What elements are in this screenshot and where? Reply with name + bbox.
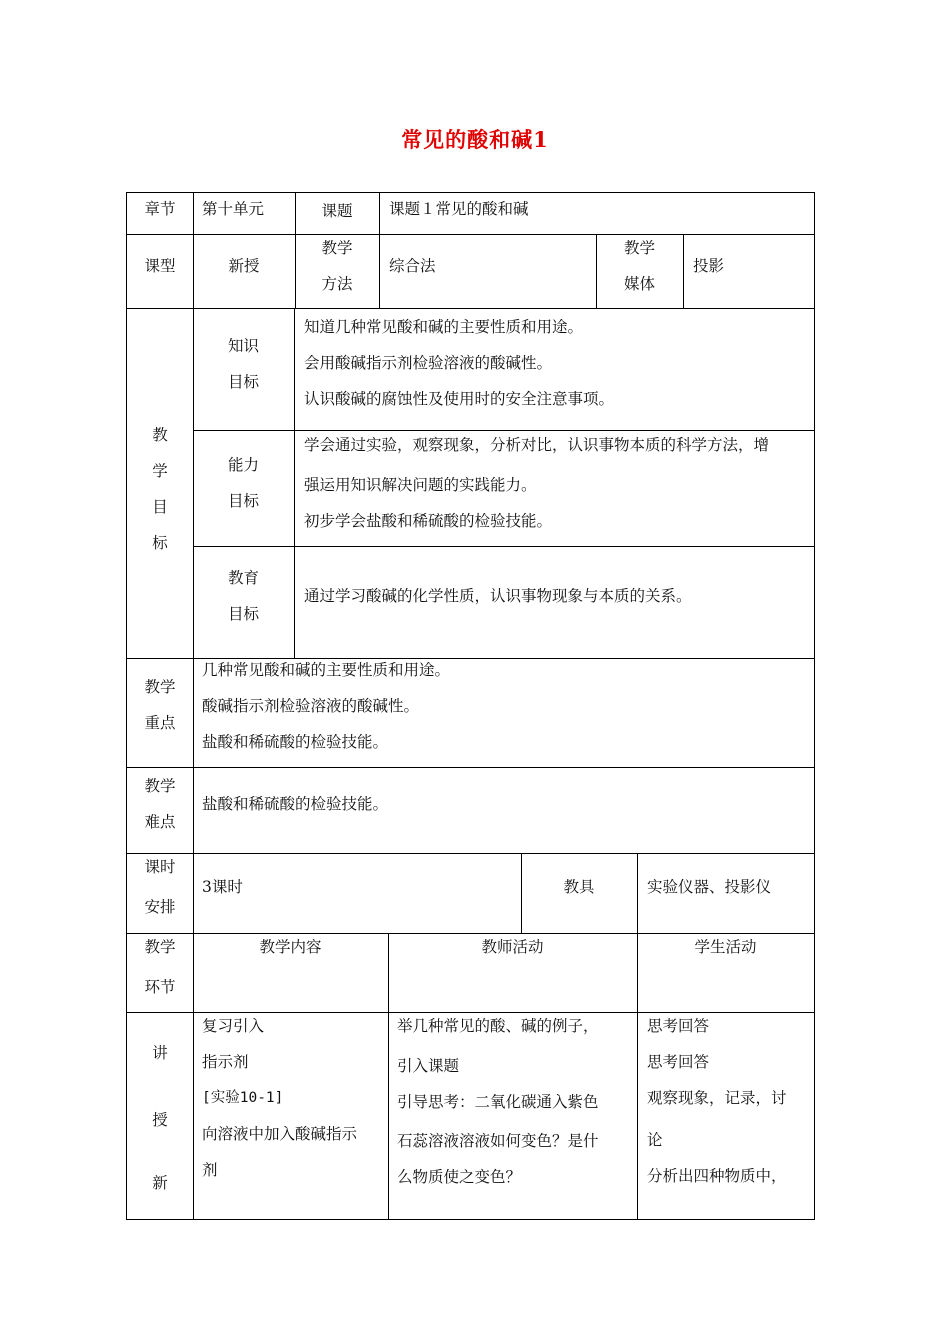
row-divider [193, 546, 814, 547]
knowledge-goal-line: 认识酸碱的腐蚀性及使用时的安全注意事项。 [304, 390, 615, 408]
col-divider [683, 234, 684, 308]
col-divider [193, 658, 194, 767]
lecture-side-char: 新 [152, 1174, 168, 1192]
goals-side-char: 教 [152, 426, 168, 444]
ability-goal-label-line2: 目标 [227, 492, 259, 510]
schedule-value: 3课时 [202, 878, 243, 896]
content-header: 教学内容 [259, 938, 322, 956]
media-value: 投影 [693, 257, 725, 275]
lesson-type-value: 新授 [228, 257, 260, 275]
col-divider [388, 933, 389, 1220]
ability-goal-label-line1: 能力 [227, 456, 259, 474]
content-line: 复习引入 [202, 1017, 265, 1035]
student-activity-line: 分析出四种物质中， [647, 1167, 787, 1185]
col-divider [379, 193, 380, 234]
media-label-line1: 教学 [623, 239, 655, 257]
lesson-plan-table [126, 192, 815, 1220]
col-divider [637, 933, 638, 1220]
col-divider [294, 308, 295, 658]
key-point-line: 盐酸和稀硫酸的检验技能。 [202, 733, 389, 751]
chapter-label: 章节 [144, 200, 176, 218]
key-point-line: 几种常见酸和碱的主要性质和用途。 [202, 661, 451, 679]
teacher-activity-header: 教师活动 [481, 938, 544, 956]
row-divider [127, 767, 814, 768]
row-divider [127, 234, 814, 235]
knowledge-goal-label-line2: 目标 [227, 373, 259, 391]
col-divider [193, 767, 194, 853]
chapter-value: 第十单元 [202, 200, 265, 218]
goals-side-char: 标 [152, 534, 168, 552]
method-label-line2: 方法 [321, 275, 353, 293]
lecture-side-char: 授 [152, 1111, 168, 1129]
education-goal-label-line1: 教育 [227, 569, 259, 587]
topic-value: 课题１常见的酸和碱 [389, 200, 529, 218]
tools-label: 教具 [563, 878, 595, 896]
media-label-line2: 媒体 [623, 275, 655, 293]
student-activity-line: 思考回答 [647, 1053, 710, 1071]
topic-label: 课题 [321, 202, 353, 220]
col-divider [379, 234, 380, 308]
goals-side-char: 目 [152, 498, 168, 516]
lesson-type-label: 课型 [144, 257, 176, 275]
student-activity-line: 思考回答 [647, 1017, 710, 1035]
stage-label-line2: 环节 [144, 978, 176, 996]
key-points-label-line2: 重点 [144, 714, 176, 732]
difficulties-label-line2: 难点 [144, 813, 176, 831]
teacher-activity-line: 引入课题 [397, 1057, 460, 1075]
schedule-label-line2: 安排 [144, 898, 176, 916]
key-points-label-line1: 教学 [144, 678, 176, 696]
knowledge-goal-line: 会用酸碱指示剂检验溶液的酸碱性。 [304, 354, 553, 372]
ability-goal-line: 初步学会盐酸和稀硫酸的检验技能。 [304, 512, 553, 530]
knowledge-goal-label-line1: 知识 [227, 337, 259, 355]
ability-goal-line: 强运用知识解决问题的实践能力。 [304, 476, 537, 494]
method-value: 综合法 [389, 257, 436, 275]
knowledge-goal-line: 知道几种常见酸和碱的主要性质和用途。 [304, 318, 584, 336]
method-label-line1: 教学 [321, 239, 353, 257]
content-line: [实验10-1] [202, 1090, 284, 1106]
education-goal-line: 通过学习酸碱的化学性质，认识事物现象与本质的关系。 [304, 587, 692, 605]
student-activity-header: 学生活动 [694, 938, 757, 956]
goals-side-char: 学 [152, 462, 168, 480]
key-point-line: 酸碱指示剂检验溶液的酸碱性。 [202, 697, 420, 715]
page-title: 常见的酸和碱1 [401, 127, 549, 152]
student-activity-line: 论 [647, 1131, 663, 1149]
content-line: 剂 [202, 1161, 218, 1179]
difficulties-label-line1: 教学 [144, 777, 176, 795]
col-divider [193, 853, 194, 933]
student-activity-line: 观察现象，记录，讨 [647, 1089, 787, 1107]
col-divider [637, 853, 638, 933]
education-goal-label-line2: 目标 [227, 605, 259, 623]
teacher-activity-line: 石蕊溶液溶液如何变色？是什 [397, 1132, 599, 1150]
content-line: 向溶液中加入酸碱指示 [202, 1125, 358, 1143]
schedule-label-line1: 课时 [144, 858, 176, 876]
teacher-activity-line: 引导思考：二氧化碳通入紫色 [397, 1093, 599, 1111]
col-divider [193, 193, 194, 234]
difficulty-line: 盐酸和稀硫酸的检验技能。 [202, 795, 389, 813]
teacher-activity-line: 举几种常见的酸、碱的例子， [397, 1017, 599, 1035]
col-divider [193, 933, 194, 1220]
stage-label-line1: 教学 [144, 938, 176, 956]
tools-value: 实验仪器、投影仪 [647, 878, 772, 896]
ability-goal-line: 学会通过实验，观察现象，分析对比，认识事物本质的科学方法，增 [304, 436, 770, 454]
content-line: 指示剂 [202, 1053, 249, 1071]
row-divider [127, 853, 814, 854]
lecture-side-char: 讲 [152, 1044, 168, 1062]
teacher-activity-line: 么物质使之变色？ [397, 1168, 522, 1186]
